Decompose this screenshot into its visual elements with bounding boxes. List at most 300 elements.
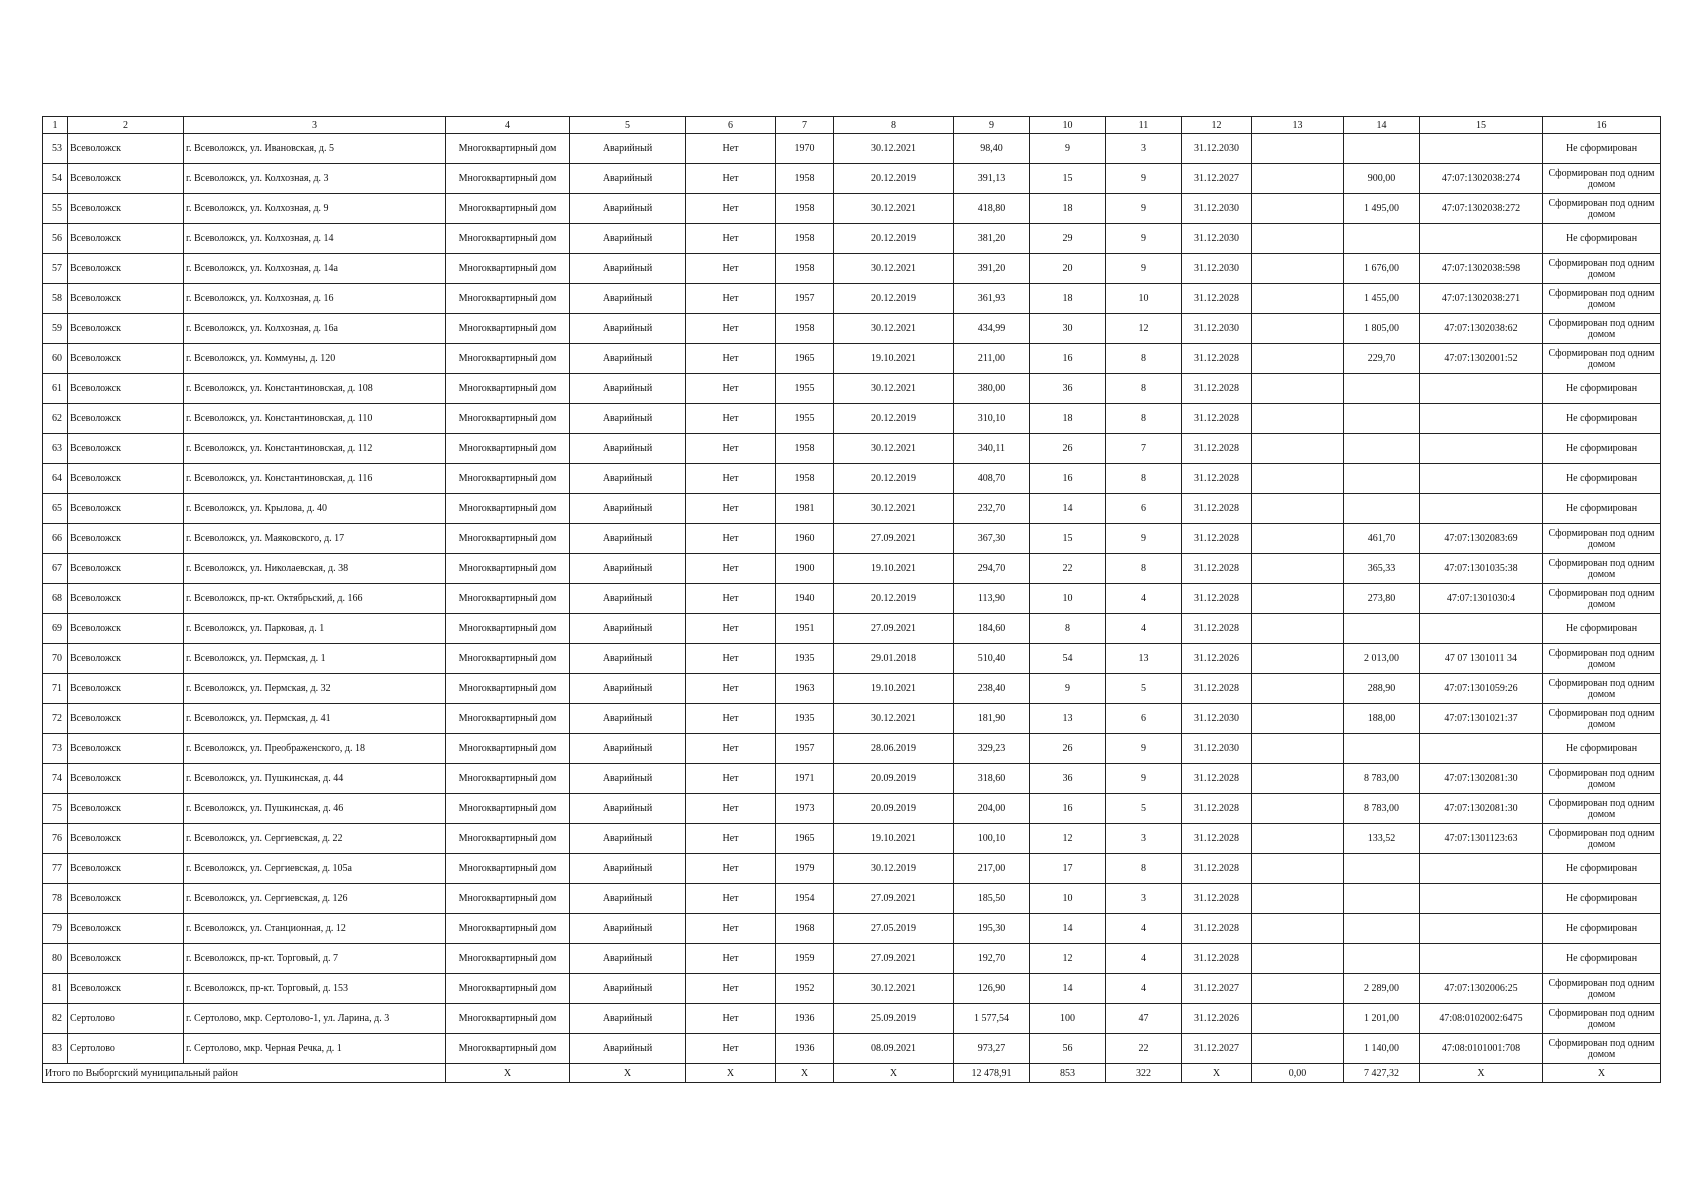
- land-status-cell: Сформирован под одним домом: [1543, 974, 1661, 1004]
- deadline-cell: 31.12.2028: [1182, 344, 1252, 374]
- status-cell: Аварийный: [570, 1004, 686, 1034]
- year-cell: 1979: [776, 854, 834, 884]
- date-cell: 30.12.2021: [834, 974, 954, 1004]
- land-status-cell: Не сформирован: [1543, 404, 1661, 434]
- count-cell: 3: [1106, 134, 1182, 164]
- address-cell: г. Всеволожск, ул. Константиновская, д. 112: [184, 434, 446, 464]
- count-cell: 9: [1106, 734, 1182, 764]
- status-cell: Аварийный: [570, 764, 686, 794]
- land-status-cell: Сформирован под одним домом: [1543, 1004, 1661, 1034]
- count-cell: 8: [1106, 554, 1182, 584]
- residents-cell: 17: [1030, 854, 1106, 884]
- area-cell: 510,40: [954, 644, 1030, 674]
- year-cell: 1936: [776, 1004, 834, 1034]
- column-number-header: 13: [1252, 117, 1344, 134]
- residents-cell: 15: [1030, 164, 1106, 194]
- land-status-cell: Не сформирован: [1543, 374, 1661, 404]
- residents-cell: 18: [1030, 284, 1106, 314]
- residents-cell: 12: [1030, 944, 1106, 974]
- deadline-cell: 31.12.2030: [1182, 134, 1252, 164]
- total-row: [43, 1064, 1661, 1083]
- house-type-cell: Многоквартирный дом: [446, 1034, 570, 1064]
- status-cell: Аварийный: [570, 374, 686, 404]
- flag-cell: Нет: [686, 494, 776, 524]
- area-cell: 181,90: [954, 704, 1030, 734]
- deadline-cell: 31.12.2030: [1182, 314, 1252, 344]
- deadline-cell: 31.12.2030: [1182, 734, 1252, 764]
- total-cell: X: [446, 1064, 570, 1083]
- deadline-cell: 31.12.2028: [1182, 614, 1252, 644]
- flag-cell: Нет: [686, 614, 776, 644]
- area-cell: 340,11: [954, 434, 1030, 464]
- date-cell: 19.10.2021: [834, 554, 954, 584]
- column-number-header: 10: [1030, 117, 1106, 134]
- total-cell: X: [570, 1064, 686, 1083]
- table-row: [43, 164, 1661, 194]
- deadline-cell: 31.12.2026: [1182, 1004, 1252, 1034]
- year-cell: 1951: [776, 614, 834, 644]
- residents-cell: 10: [1030, 584, 1106, 614]
- house-type-cell: Многоквартирный дом: [446, 524, 570, 554]
- locality-cell: Сертолово: [68, 1004, 184, 1034]
- date-cell: 19.10.2021: [834, 824, 954, 854]
- date-cell: 27.09.2021: [834, 944, 954, 974]
- status-cell: Аварийный: [570, 404, 686, 434]
- address-cell: г. Всеволожск, ул. Константиновская, д. 108: [184, 374, 446, 404]
- deadline-cell: 31.12.2028: [1182, 374, 1252, 404]
- table-row: [43, 494, 1661, 524]
- status-cell: Аварийный: [570, 944, 686, 974]
- status-cell: Аварийный: [570, 914, 686, 944]
- status-cell: Аварийный: [570, 224, 686, 254]
- deadline-cell: 31.12.2030: [1182, 254, 1252, 284]
- count-cell: 9: [1106, 194, 1182, 224]
- land-area-cell: 133,52: [1344, 824, 1420, 854]
- table-row: [43, 974, 1661, 1004]
- land-status-cell: Сформирован под одним домом: [1543, 344, 1661, 374]
- deadline-cell: 31.12.2030: [1182, 194, 1252, 224]
- count-cell: 10: [1106, 284, 1182, 314]
- land-area-cell: [1344, 494, 1420, 524]
- address-cell: г. Всеволожск, ул. Пушкинская, д. 46: [184, 794, 446, 824]
- table-row: [43, 734, 1661, 764]
- deadline-cell: 31.12.2027: [1182, 1034, 1252, 1064]
- cadastral-number-cell: [1420, 404, 1543, 434]
- date-cell: 30.12.2021: [834, 254, 954, 284]
- house-type-cell: Многоквартирный дом: [446, 794, 570, 824]
- land-area-cell: [1344, 944, 1420, 974]
- area-cell: 185,50: [954, 884, 1030, 914]
- flag-cell: Нет: [686, 194, 776, 224]
- table-row: [43, 854, 1661, 884]
- value-cell: [1252, 374, 1344, 404]
- value-cell: [1252, 494, 1344, 524]
- column-number-header: 4: [446, 117, 570, 134]
- cadastral-number-cell: [1420, 224, 1543, 254]
- locality-cell: Всеволожск: [68, 194, 184, 224]
- year-cell: 1935: [776, 704, 834, 734]
- column-number-header: 6: [686, 117, 776, 134]
- house-type-cell: Многоквартирный дом: [446, 734, 570, 764]
- locality-cell: Всеволожск: [68, 824, 184, 854]
- address-cell: г. Всеволожск, ул. Коммуны, д. 120: [184, 344, 446, 374]
- row-number-cell: 55: [43, 194, 68, 224]
- cadastral-number-cell: 47:07:1302001:52: [1420, 344, 1543, 374]
- area-cell: 238,40: [954, 674, 1030, 704]
- flag-cell: Нет: [686, 764, 776, 794]
- house-type-cell: Многоквартирный дом: [446, 314, 570, 344]
- year-cell: 1965: [776, 824, 834, 854]
- cadastral-number-cell: 47:07:1301030:4: [1420, 584, 1543, 614]
- row-number-cell: 53: [43, 134, 68, 164]
- area-cell: 98,40: [954, 134, 1030, 164]
- land-area-cell: [1344, 434, 1420, 464]
- year-cell: 1958: [776, 314, 834, 344]
- year-cell: 1958: [776, 194, 834, 224]
- value-cell: [1252, 314, 1344, 344]
- land-area-cell: 1 495,00: [1344, 194, 1420, 224]
- area-cell: 1 577,54: [954, 1004, 1030, 1034]
- house-type-cell: Многоквартирный дом: [446, 854, 570, 884]
- land-area-cell: 273,80: [1344, 584, 1420, 614]
- locality-cell: Всеволожск: [68, 164, 184, 194]
- status-cell: Аварийный: [570, 314, 686, 344]
- date-cell: 30.12.2021: [834, 134, 954, 164]
- value-cell: [1252, 884, 1344, 914]
- total-cell: X: [1543, 1064, 1661, 1083]
- flag-cell: Нет: [686, 794, 776, 824]
- deadline-cell: 31.12.2028: [1182, 494, 1252, 524]
- value-cell: [1252, 194, 1344, 224]
- deadline-cell: 31.12.2028: [1182, 284, 1252, 314]
- cadastral-number-cell: 47:07:1302038:62: [1420, 314, 1543, 344]
- table-row: [43, 794, 1661, 824]
- row-number-cell: 54: [43, 164, 68, 194]
- area-cell: 294,70: [954, 554, 1030, 584]
- deadline-cell: 31.12.2028: [1182, 824, 1252, 854]
- residents-cell: 18: [1030, 194, 1106, 224]
- column-number-header: 15: [1420, 117, 1543, 134]
- deadline-cell: 31.12.2028: [1182, 914, 1252, 944]
- cadastral-number-cell: 47:08:0101001:708: [1420, 1034, 1543, 1064]
- address-cell: г. Всеволожск, ул. Сергиевская, д. 126: [184, 884, 446, 914]
- flag-cell: Нет: [686, 734, 776, 764]
- area-cell: 113,90: [954, 584, 1030, 614]
- total-cell: X: [834, 1064, 954, 1083]
- flag-cell: Нет: [686, 824, 776, 854]
- flag-cell: Нет: [686, 434, 776, 464]
- house-type-cell: Многоквартирный дом: [446, 944, 570, 974]
- cadastral-number-cell: 47:07:1301035:38: [1420, 554, 1543, 584]
- row-number-cell: 59: [43, 314, 68, 344]
- address-cell: г. Всеволожск, ул. Маяковского, д. 17: [184, 524, 446, 554]
- date-cell: 29.01.2018: [834, 644, 954, 674]
- land-area-cell: 461,70: [1344, 524, 1420, 554]
- count-cell: 4: [1106, 614, 1182, 644]
- land-area-cell: 1 140,00: [1344, 1034, 1420, 1064]
- table-row: [43, 944, 1661, 974]
- cadastral-number-cell: [1420, 734, 1543, 764]
- area-cell: 381,20: [954, 224, 1030, 254]
- deadline-cell: 31.12.2028: [1182, 794, 1252, 824]
- cadastral-number-cell: 47:07:1302038:272: [1420, 194, 1543, 224]
- residents-cell: 16: [1030, 464, 1106, 494]
- address-cell: г. Всеволожск, ул. Николаевская, д. 38: [184, 554, 446, 584]
- row-number-cell: 69: [43, 614, 68, 644]
- table-row: [43, 674, 1661, 704]
- value-cell: [1252, 704, 1344, 734]
- row-number-cell: 66: [43, 524, 68, 554]
- area-cell: 195,30: [954, 914, 1030, 944]
- value-cell: [1252, 224, 1344, 254]
- house-type-cell: Многоквартирный дом: [446, 404, 570, 434]
- address-cell: г. Всеволожск, ул. Преображенского, д. 18: [184, 734, 446, 764]
- row-number-cell: 62: [43, 404, 68, 434]
- area-cell: 100,10: [954, 824, 1030, 854]
- date-cell: 30.12.2021: [834, 704, 954, 734]
- row-number-cell: 81: [43, 974, 68, 1004]
- residents-cell: 12: [1030, 824, 1106, 854]
- cadastral-number-cell: 47:07:1302038:598: [1420, 254, 1543, 284]
- value-cell: [1252, 344, 1344, 374]
- residents-cell: 10: [1030, 884, 1106, 914]
- count-cell: 3: [1106, 884, 1182, 914]
- table-row: [43, 584, 1661, 614]
- status-cell: Аварийный: [570, 794, 686, 824]
- address-cell: г. Всеволожск, ул. Пермская, д. 41: [184, 704, 446, 734]
- flag-cell: Нет: [686, 314, 776, 344]
- land-status-cell: Сформирован под одним домом: [1543, 314, 1661, 344]
- cadastral-number-cell: [1420, 434, 1543, 464]
- deadline-cell: 31.12.2027: [1182, 974, 1252, 1004]
- value-cell: [1252, 674, 1344, 704]
- house-type-cell: Многоквартирный дом: [446, 224, 570, 254]
- locality-cell: Всеволожск: [68, 734, 184, 764]
- locality-cell: Всеволожск: [68, 434, 184, 464]
- land-status-cell: Не сформирован: [1543, 944, 1661, 974]
- count-cell: 7: [1106, 434, 1182, 464]
- locality-cell: Всеволожск: [68, 464, 184, 494]
- land-area-cell: 1 805,00: [1344, 314, 1420, 344]
- land-area-cell: [1344, 884, 1420, 914]
- count-cell: 22: [1106, 1034, 1182, 1064]
- house-type-cell: Многоквартирный дом: [446, 554, 570, 584]
- residents-cell: 9: [1030, 674, 1106, 704]
- status-cell: Аварийный: [570, 974, 686, 1004]
- row-number-cell: 58: [43, 284, 68, 314]
- residents-cell: 14: [1030, 914, 1106, 944]
- row-number-cell: 79: [43, 914, 68, 944]
- row-number-cell: 73: [43, 734, 68, 764]
- table-row: [43, 644, 1661, 674]
- land-status-cell: Сформирован под одним домом: [1543, 554, 1661, 584]
- date-cell: 20.09.2019: [834, 794, 954, 824]
- year-cell: 1958: [776, 254, 834, 284]
- status-cell: Аварийный: [570, 644, 686, 674]
- table-row: [43, 704, 1661, 734]
- count-cell: 4: [1106, 944, 1182, 974]
- area-cell: 192,70: [954, 944, 1030, 974]
- deadline-cell: 31.12.2030: [1182, 224, 1252, 254]
- area-cell: 418,80: [954, 194, 1030, 224]
- flag-cell: Нет: [686, 974, 776, 1004]
- land-status-cell: Не сформирован: [1543, 884, 1661, 914]
- residents-cell: 14: [1030, 974, 1106, 1004]
- date-cell: 20.12.2019: [834, 464, 954, 494]
- count-cell: 9: [1106, 524, 1182, 554]
- house-type-cell: Многоквартирный дом: [446, 974, 570, 1004]
- area-cell: 434,99: [954, 314, 1030, 344]
- status-cell: Аварийный: [570, 464, 686, 494]
- year-cell: 1958: [776, 224, 834, 254]
- address-cell: г. Всеволожск, ул. Парковая, д. 1: [184, 614, 446, 644]
- flag-cell: Нет: [686, 224, 776, 254]
- value-cell: [1252, 644, 1344, 674]
- table-row: [43, 134, 1661, 164]
- deadline-cell: 31.12.2028: [1182, 524, 1252, 554]
- table-row: [43, 254, 1661, 284]
- column-number-header: 7: [776, 117, 834, 134]
- year-cell: 1963: [776, 674, 834, 704]
- locality-cell: Всеволожск: [68, 554, 184, 584]
- deadline-cell: 31.12.2028: [1182, 554, 1252, 584]
- locality-cell: Всеволожск: [68, 284, 184, 314]
- table-row: [43, 314, 1661, 344]
- house-type-cell: Многоквартирный дом: [446, 434, 570, 464]
- date-cell: 30.12.2021: [834, 374, 954, 404]
- locality-cell: Всеволожск: [68, 524, 184, 554]
- flag-cell: Нет: [686, 464, 776, 494]
- residents-cell: 30: [1030, 314, 1106, 344]
- land-area-cell: 1 201,00: [1344, 1004, 1420, 1034]
- address-cell: г. Всеволожск, ул. Пермская, д. 1: [184, 644, 446, 674]
- locality-cell: Всеволожск: [68, 944, 184, 974]
- row-number-cell: 70: [43, 644, 68, 674]
- house-type-cell: Многоквартирный дом: [446, 644, 570, 674]
- column-number-header: 14: [1344, 117, 1420, 134]
- residents-cell: 26: [1030, 434, 1106, 464]
- residents-cell: 8: [1030, 614, 1106, 644]
- flag-cell: Нет: [686, 254, 776, 284]
- count-cell: 12: [1106, 314, 1182, 344]
- table-row: [43, 224, 1661, 254]
- year-cell: 1973: [776, 794, 834, 824]
- cadastral-number-cell: 47:07:1302081:30: [1420, 794, 1543, 824]
- status-cell: Аварийный: [570, 134, 686, 164]
- value-cell: [1252, 914, 1344, 944]
- cadastral-number-cell: 47:07:1302081:30: [1420, 764, 1543, 794]
- address-cell: г. Всеволожск, ул. Колхозная, д. 16: [184, 284, 446, 314]
- flag-cell: Нет: [686, 554, 776, 584]
- residents-cell: 16: [1030, 344, 1106, 374]
- locality-cell: Всеволожск: [68, 794, 184, 824]
- value-cell: [1252, 164, 1344, 194]
- row-number-cell: 61: [43, 374, 68, 404]
- cadastral-number-cell: [1420, 494, 1543, 524]
- deadline-cell: 31.12.2028: [1182, 464, 1252, 494]
- address-cell: г. Всеволожск, ул. Константиновская, д. 116: [184, 464, 446, 494]
- deadline-cell: 31.12.2028: [1182, 674, 1252, 704]
- land-area-cell: 1 455,00: [1344, 284, 1420, 314]
- value-cell: [1252, 764, 1344, 794]
- area-cell: 318,60: [954, 764, 1030, 794]
- column-number-header: 11: [1106, 117, 1182, 134]
- column-number-header: 3: [184, 117, 446, 134]
- year-cell: 1958: [776, 164, 834, 194]
- column-number-header: 1: [43, 117, 68, 134]
- cadastral-number-cell: 47:07:1302038:274: [1420, 164, 1543, 194]
- flag-cell: Нет: [686, 704, 776, 734]
- cadastral-number-cell: 47:07:1301021:37: [1420, 704, 1543, 734]
- table-row: [43, 884, 1661, 914]
- land-area-cell: 900,00: [1344, 164, 1420, 194]
- row-number-cell: 67: [43, 554, 68, 584]
- land-area-cell: 365,33: [1344, 554, 1420, 584]
- house-type-cell: Многоквартирный дом: [446, 254, 570, 284]
- residents-cell: 14: [1030, 494, 1106, 524]
- land-area-cell: 8 783,00: [1344, 794, 1420, 824]
- cadastral-number-cell: 47:07:1302038:271: [1420, 284, 1543, 314]
- locality-cell: Сертолово: [68, 1034, 184, 1064]
- value-cell: [1252, 734, 1344, 764]
- land-area-cell: [1344, 914, 1420, 944]
- deadline-cell: 31.12.2030: [1182, 704, 1252, 734]
- value-cell: [1252, 134, 1344, 164]
- locality-cell: Всеволожск: [68, 254, 184, 284]
- address-cell: г. Всеволожск, ул. Колхозная, д. 9: [184, 194, 446, 224]
- land-area-cell: 188,00: [1344, 704, 1420, 734]
- year-cell: 1958: [776, 434, 834, 464]
- house-type-cell: Многоквартирный дом: [446, 824, 570, 854]
- area-cell: 211,00: [954, 344, 1030, 374]
- status-cell: Аварийный: [570, 434, 686, 464]
- status-cell: Аварийный: [570, 614, 686, 644]
- status-cell: Аварийный: [570, 284, 686, 314]
- total-cell: 853: [1030, 1064, 1106, 1083]
- house-type-cell: Многоквартирный дом: [446, 884, 570, 914]
- flag-cell: Нет: [686, 1004, 776, 1034]
- value-cell: [1252, 584, 1344, 614]
- housing-register-table: [42, 116, 1661, 1083]
- house-type-cell: Многоквартирный дом: [446, 614, 570, 644]
- deadline-cell: 31.12.2028: [1182, 404, 1252, 434]
- locality-cell: Всеволожск: [68, 704, 184, 734]
- year-cell: 1955: [776, 374, 834, 404]
- land-status-cell: Не сформирован: [1543, 614, 1661, 644]
- row-number-cell: 74: [43, 764, 68, 794]
- land-area-cell: 8 783,00: [1344, 764, 1420, 794]
- house-type-cell: Многоквартирный дом: [446, 674, 570, 704]
- date-cell: 27.05.2019: [834, 914, 954, 944]
- land-status-cell: Не сформирован: [1543, 224, 1661, 254]
- land-status-cell: Сформирован под одним домом: [1543, 794, 1661, 824]
- locality-cell: Всеволожск: [68, 314, 184, 344]
- status-cell: Аварийный: [570, 1034, 686, 1064]
- locality-cell: Всеволожск: [68, 854, 184, 884]
- address-cell: г. Всеволожск, пр-кт. Торговый, д. 7: [184, 944, 446, 974]
- value-cell: [1252, 974, 1344, 1004]
- table-row: [43, 344, 1661, 374]
- row-number-cell: 56: [43, 224, 68, 254]
- row-number-cell: 82: [43, 1004, 68, 1034]
- total-cell: 322: [1106, 1064, 1182, 1083]
- flag-cell: Нет: [686, 674, 776, 704]
- cadastral-number-cell: [1420, 914, 1543, 944]
- address-cell: г. Всеволожск, ул. Пермская, д. 32: [184, 674, 446, 704]
- land-status-cell: Сформирован под одним домом: [1543, 1034, 1661, 1064]
- column-number-header: 2: [68, 117, 184, 134]
- status-cell: Аварийный: [570, 344, 686, 374]
